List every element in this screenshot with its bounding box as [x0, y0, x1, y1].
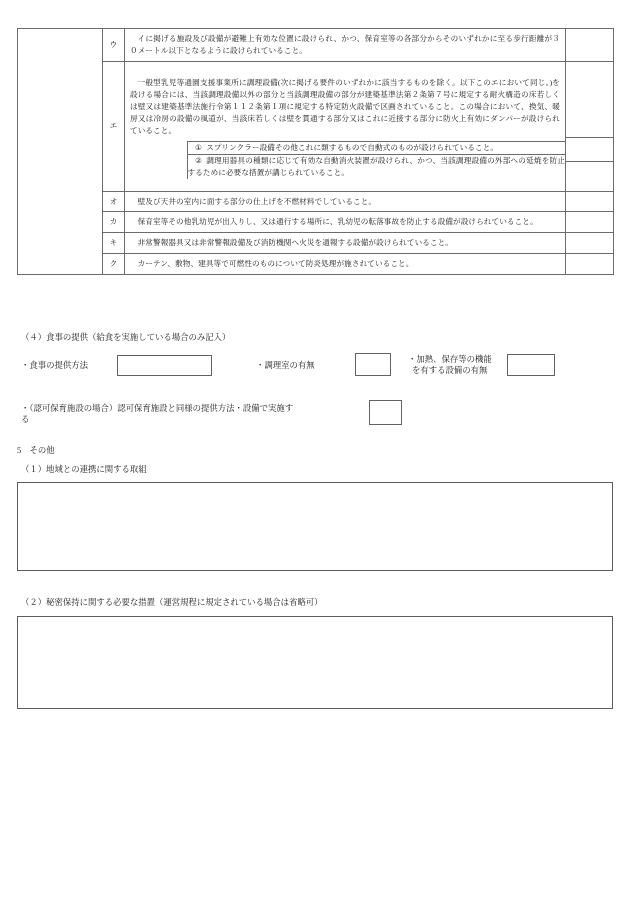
sub-item-indent-2 — [125, 155, 187, 179]
criteria-check-sub-2[interactable] — [566, 161, 613, 191]
authorized-facility-label-line1: ・（認可保育施設の場合）認可保育施設と同様の提供方法・設備で実施す — [21, 404, 294, 413]
sub-item-1-number: ① — [195, 143, 203, 153]
sub-item-2-text: 調理用器具の種類に応じて有効な自動消火装置が設けられ、かつ、当該調理設備の外部への延焼を防止するために必要な措置が講じられていること。 — [187, 156, 565, 177]
heating-storage-label — [408, 354, 512, 377]
criteria-marker-ki: キ — [103, 233, 125, 254]
criteria-text-e — [125, 61, 566, 191]
sub-item-1-paragraph — [188, 142, 566, 154]
criteria-text-ku-paragraph: カーテン、敷物、建具等で可燃性のものについて防炎処理が施されていること。 — [137, 258, 414, 268]
sub-item-2-paragraph — [188, 155, 566, 179]
criteria-check-ku[interactable] — [566, 253, 614, 274]
list-item — [125, 142, 565, 155]
criteria-check-e-main[interactable] — [566, 62, 613, 138]
criteria-text-o-paragraph: 壁及び天井の室内に面する部分の仕上げを不燃材料でしていること。 — [137, 196, 377, 206]
heating-storage-input[interactable] — [507, 354, 555, 376]
table-row — [18, 191, 614, 212]
sub-item-2-number: ② — [195, 156, 203, 166]
criteria-text-ki-paragraph: 非常警報器具又は非常警報設備及び消防機関へ火災を通報する設備が設けられていること。 — [137, 238, 454, 248]
criteria-text-ka-paragraph: 保育室等その他乳幼児が出入りし、又は通行する場所に、乳幼児の転落事故を防止する設備が設けられていること。 — [137, 217, 538, 227]
sub-item-1 — [187, 142, 565, 155]
criteria-text-e-paragraph: 一般型乳児等通園支援事業所に調理設備(次に掲げる要件のいずれかに該当するものを除く。以下このエにおいて同じ。)を設ける場合には、当該調理設備以外の部分と当該調理設備の部分が建築基準法第２条第７号に規定する耐火構造の床若しくは壁又は建築基準法施行令第１１２条第１項に規定する特定防火設備で区画されていること。この場合において、換気、暖房又は冷房の設備の風道が、当該床若しくは壁を貫通する部分又はこれに近接する部分に防火上有効にダンパーが設けられていること。 — [130, 78, 560, 135]
sub-item-indent-1 — [125, 142, 187, 155]
authorized-facility-input[interactable] — [369, 400, 402, 425]
criteria-check-u[interactable] — [566, 29, 614, 62]
table-row — [18, 29, 614, 62]
meal-section-heading: （４）食事の提供（給食を実施している場合のみ記入） — [21, 333, 231, 342]
table-row — [566, 62, 613, 138]
kitchen-presence-label: ・調理室の有無 — [256, 361, 315, 370]
criteria-text-ki — [125, 233, 566, 254]
meal-method-label: ・食事の提供方法 — [21, 361, 88, 370]
criteria-check-e[interactable] — [566, 61, 614, 191]
table-row — [18, 253, 614, 274]
criteria-marker-u: ウ — [103, 29, 125, 62]
sub-item-2 — [187, 155, 565, 179]
criteria-text-u-paragraph: イに掲げる施設及び設備が避難上有効な位置に設けられ、かつ、保育室等の各部分からそのいずれかに至る歩行距離が３０メートル以下となるように設けられていること。 — [130, 34, 560, 55]
kitchen-presence-input[interactable] — [355, 353, 391, 376]
heating-storage-label-line1: ・加熱、保存等の機能 — [408, 355, 492, 364]
table-row — [566, 137, 613, 161]
authorized-facility-label — [21, 403, 361, 426]
confidentiality-textarea[interactable] — [17, 616, 613, 709]
table-row — [18, 212, 614, 233]
criteria-check-ka[interactable] — [566, 212, 614, 233]
criteria-marker-ka: カ — [103, 212, 125, 233]
other-section-heading: 5 その他 — [17, 446, 55, 455]
list-item — [125, 155, 565, 179]
community-cooperation-heading: （１）地域との連携に関する取組 — [21, 465, 147, 474]
community-cooperation-textarea[interactable] — [17, 482, 613, 571]
criteria-text-ku — [125, 253, 566, 274]
criteria-marker-e: エ — [103, 61, 125, 191]
sub-item-1-text: スプリンクラー設備その他これに類するもので自動式のものが設けられていること。 — [206, 143, 499, 153]
criteria-text-e-body — [125, 73, 565, 141]
authorized-facility-label-line2: る — [21, 415, 30, 425]
criteria-check-o[interactable] — [566, 191, 614, 212]
criteria-marker-o: オ — [103, 191, 125, 212]
criteria-outer-category-cell — [18, 29, 103, 275]
criteria-check-ki[interactable] — [566, 233, 614, 254]
criteria-check-e-split — [566, 62, 613, 191]
criteria-sub-items-table — [125, 141, 565, 178]
criteria-marker-ku: ク — [103, 253, 125, 274]
heating-storage-label-line2: を有する設備の有無 — [412, 366, 488, 376]
criteria-check-sub-1[interactable] — [566, 137, 613, 161]
table-row — [18, 61, 614, 191]
meal-method-input[interactable] — [117, 355, 212, 376]
confidentiality-heading: （２）秘密保持に関する必要な措置（運営規程に規定されている場合は省略可） — [21, 598, 323, 607]
table-row — [566, 161, 613, 191]
criteria-text-u — [125, 29, 566, 62]
table-row — [18, 233, 614, 254]
facility-criteria-table — [17, 28, 614, 275]
criteria-text-o — [125, 191, 566, 212]
criteria-text-ka — [125, 212, 566, 233]
